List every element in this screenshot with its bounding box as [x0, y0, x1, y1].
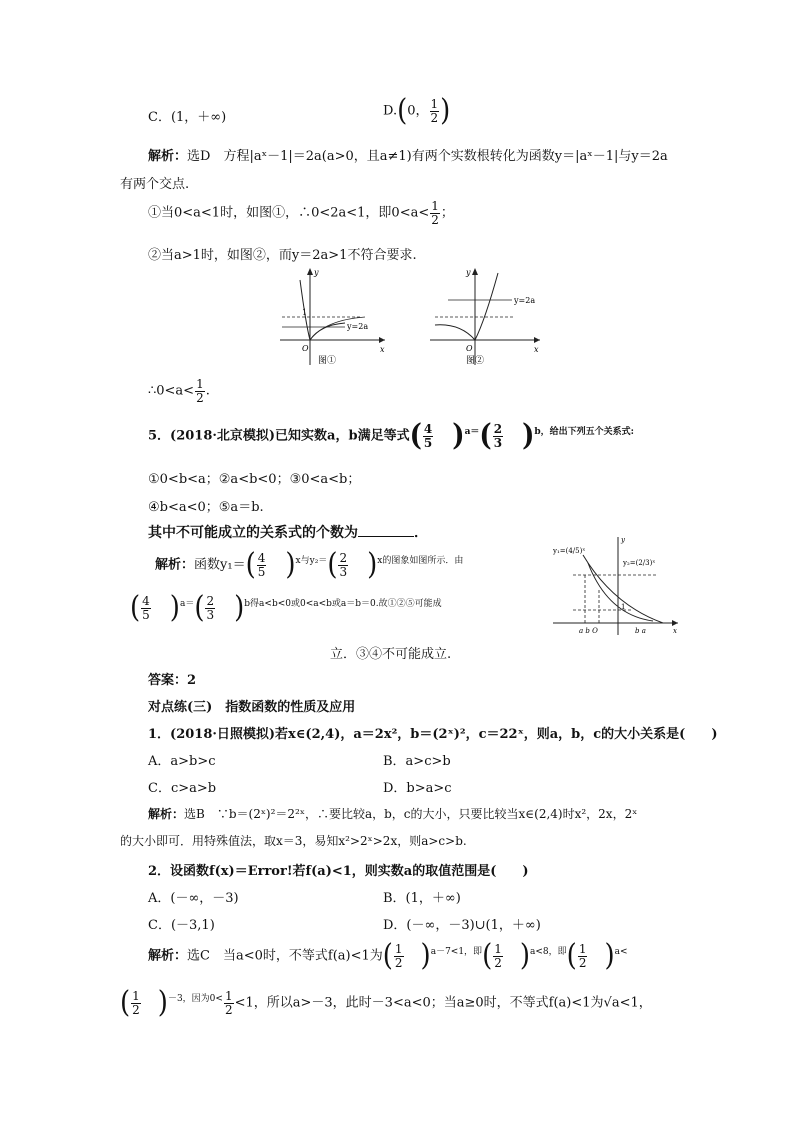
svg-text:x: x [673, 627, 677, 635]
solution-line-1: 解析：选D 方程|aˣ－1|＝2a(a>0，且a≠1)有两个实数根转化为函数y＝|aˣ－1|与y＝2a [148, 149, 668, 164]
q1-option-a: A．a>b>c [148, 754, 216, 769]
q1-stem: 1．(2018·日照模拟)若x∈(2,4)，a＝2x²，b＝(2ˣ)²，c＝22ˣ，则a，b，c的大小关系是( ) [148, 727, 718, 742]
solution-case-1: ①当0<a<1时，如图①，∴0<2a<1，即0<a< $\frac{1}{2}$ ； [148, 199, 454, 227]
q1-option-d: D．b>a>c [383, 781, 452, 796]
q5-options-1: ①0<b<a；②a<b<0；③0<a<b； [148, 472, 361, 487]
q1-solution-1: 解析：选B ∵b＝(2ˣ)²＝2²ˣ，∴要比较a，b，c的大小，只要比较当x∈(2,4)时x²，2x，2ˣ [148, 807, 638, 821]
fig1-line-label: y=2a [347, 322, 369, 331]
fig1-axis-y: y [314, 268, 319, 277]
answer-blank [358, 524, 414, 537]
graph-ticks-left: a b O [579, 627, 598, 635]
q5-stem: 5．(2018·北京模拟)已知实数a，b满足等式( $\frac{4}{5}$ )$^{a=}$( $\frac{2}{3}$ )$^{b,给出下列五个关系式:}$ [148, 418, 635, 454]
option-d: D.(0， $\frac{1}{2}$ ) [383, 93, 451, 129]
fig2-caption: 图② [466, 356, 485, 366]
fig1-caption: 图① [318, 356, 337, 366]
solution-conclusion: ∴0<a< $\frac{1}{2}$ . [148, 377, 210, 405]
q1-solution-2: 的大小即可．用特殊值法，取x＝3，易知x²>2ˣ>2x，则a>c>b. [120, 834, 467, 848]
q1-option-b: B．a>c>b [383, 754, 451, 769]
option-d-fraction: $\frac{1}{2}$ [430, 97, 439, 125]
q1-option-c: C．c>a>b [148, 781, 217, 796]
q5-answer: 答案：2 [148, 673, 197, 688]
svg-text:y: y [621, 536, 625, 544]
option-c: C．(1，＋∞) [148, 110, 227, 125]
svg-text:O: O [466, 344, 473, 353]
q5-question: 其中不可能成立的关系式的个数为 ． [148, 525, 428, 541]
option-d-label: D. [383, 103, 398, 119]
q5-solution-1: 解析：函数y₁＝( $\frac{4}{5}$ )$^{x与y_2=}$( $\frac{2}{3}$ )$^{x的图象如图所示.由}$ [155, 547, 464, 583]
q5-solution-3: 立．③④不可能成立. [330, 647, 452, 662]
q2-option-b: B．(1，＋∞) [383, 891, 461, 906]
q5-solution-2: ( $\frac{4}{5}$ )$^{a=}$( $\frac{2}{3}$ )$^{b得a<b<0或0<a<b或a=b=0.故①②⑤可能成}$ [130, 590, 442, 626]
graph-ticks-right: b a [635, 627, 646, 635]
graph-label-y1: y₁=(4/5)ˣ [553, 547, 586, 555]
fig1-axis-x: x [380, 345, 385, 354]
solution-case-2: ②当a>1时，如图②，而y＝2a>1不符合要求. [148, 248, 417, 263]
svg-text:y: y [466, 268, 471, 277]
fig1-origin: O [302, 344, 309, 353]
q2-stem: 2．设函数f(x)＝Error!若f(a)<1，则实数a的取值范围是( ) [148, 864, 529, 879]
solution-line-2: 有两个交点. [120, 177, 190, 192]
svg-text:x: x [534, 345, 539, 354]
graph-label-y2: y₂=(2/3)ˣ [623, 559, 656, 567]
q2-option-c: C．(－3,1) [148, 918, 215, 933]
q2-option-a: A．(－∞，－3) [148, 891, 239, 906]
fig2-line-label: y=2a [514, 296, 536, 305]
figure-1 [280, 265, 390, 370]
section-heading: 对点练(三) 指数函数的性质及应用 [148, 700, 356, 715]
q5-options-2: ④b<a<0；⑤a＝b. [148, 500, 264, 515]
q5-graph [553, 535, 683, 640]
svg-text:1: 1 [621, 603, 626, 611]
q2-solution-1: 解析：选C 当a<0时，不等式f(a)<1为( $\frac{1}{2}$ )$^{a-7<1,即}$( $\frac{1}{2}$ )$^{a<8,即}$( $\frac{1}{2}$ )$^{a<}$ [148, 938, 628, 974]
figure-2 [430, 265, 545, 370]
option-d-inner: 0， [407, 103, 429, 119]
q2-solution-2: ( $\frac{1}{2}$ )$^{-3,因为0<}$ $\frac{1}{2}$ <1，所以a>－3，此时－3<a<0；当a≥0时，不等式f(a)<1为√a<1， [120, 985, 652, 1021]
q2-option-d: D．(－∞，－3)∪(1，＋∞) [383, 918, 541, 933]
fig1-one: 1 [302, 308, 308, 317]
